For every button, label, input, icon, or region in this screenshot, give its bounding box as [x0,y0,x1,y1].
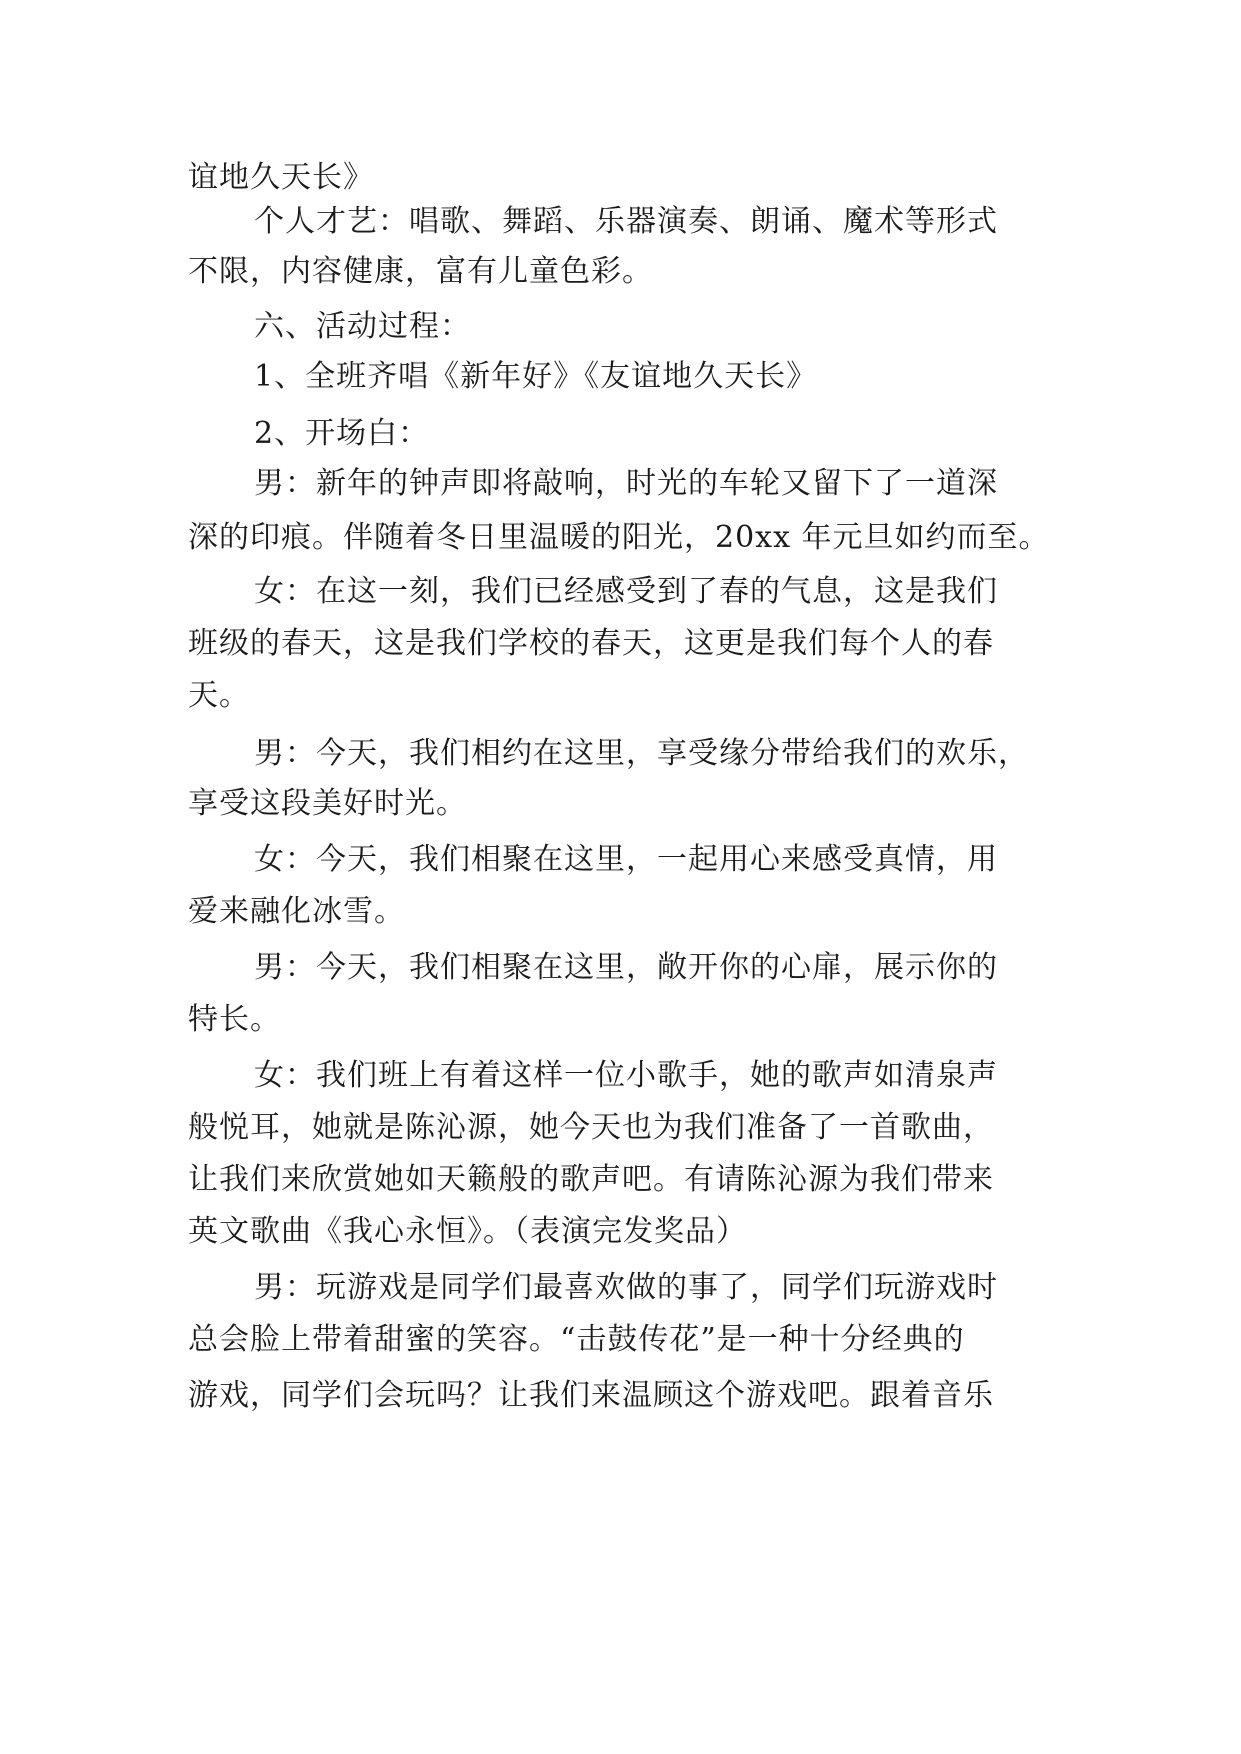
text-line: 班级的春天，这是我们学校的春天，这更是我们每个人的春 [188,626,994,661]
text-line: 不限，内容健康，富有儿童色彩。 [188,254,653,289]
text-line: 英文歌曲《我心永恒》。（表演完发奖品） [188,1214,747,1249]
text-line: 男：玩游戏是同学们最喜欢做的事了，同学们玩游戏时 [254,1270,998,1305]
text-line: 总会脸上带着甜蜜的笑容。“击鼓传花”是一种十分经典的 [188,1322,965,1357]
text-line: 谊地久天长》 [188,160,374,195]
text-line: 女：今天，我们相聚在这里，一起用心来感受真情，用 [254,842,998,877]
text-line: 女：我们班上有着这样一位小歌手，她的歌声如清泉声 [254,1058,998,1093]
text-line: 深的印痕。伴随着冬日里温暖的阳光，20xx 年元旦如约而至。 [188,520,1050,555]
text-line: 六、活动过程： [254,309,471,344]
text-line: 般悦耳，她就是陈沁源，她今天也为我们准备了一首歌曲， [188,1110,994,1145]
text-line: 女：在这一刻，我们已经感受到了春的气息，这是我们 [254,574,998,609]
text-line: 男：今天，我们相聚在这里，敞开你的心扉，展示你的 [254,950,998,985]
text-line: 个人才艺：唱歌、舞蹈、乐器演奏、朗诵、魔术等形式 [254,204,998,239]
text-line: 爱来融化冰雪。 [188,894,405,929]
text-line: 游戏，同学们会玩吗？让我们来温顾这个游戏吧。跟着音乐 [188,1378,994,1413]
text-line: 男：新年的钟声即将敲响，时光的车轮又留下了一道深 [254,466,998,501]
text-line: 1、全班齐唱《新年好》《友谊地久天长》 [254,359,818,394]
text-line: 让我们来欣赏她如天籁般的歌声吧。有请陈沁源为我们带来 [188,1162,994,1197]
text-line: 特长。 [188,1002,281,1037]
text-line: 天。 [188,678,250,713]
text-line: 享受这段美好时光。 [188,786,467,821]
text-line: 男：今天，我们相约在这里，享受缘分带给我们的欢乐， [254,736,1029,771]
text-line: 2、开场白： [254,416,430,451]
